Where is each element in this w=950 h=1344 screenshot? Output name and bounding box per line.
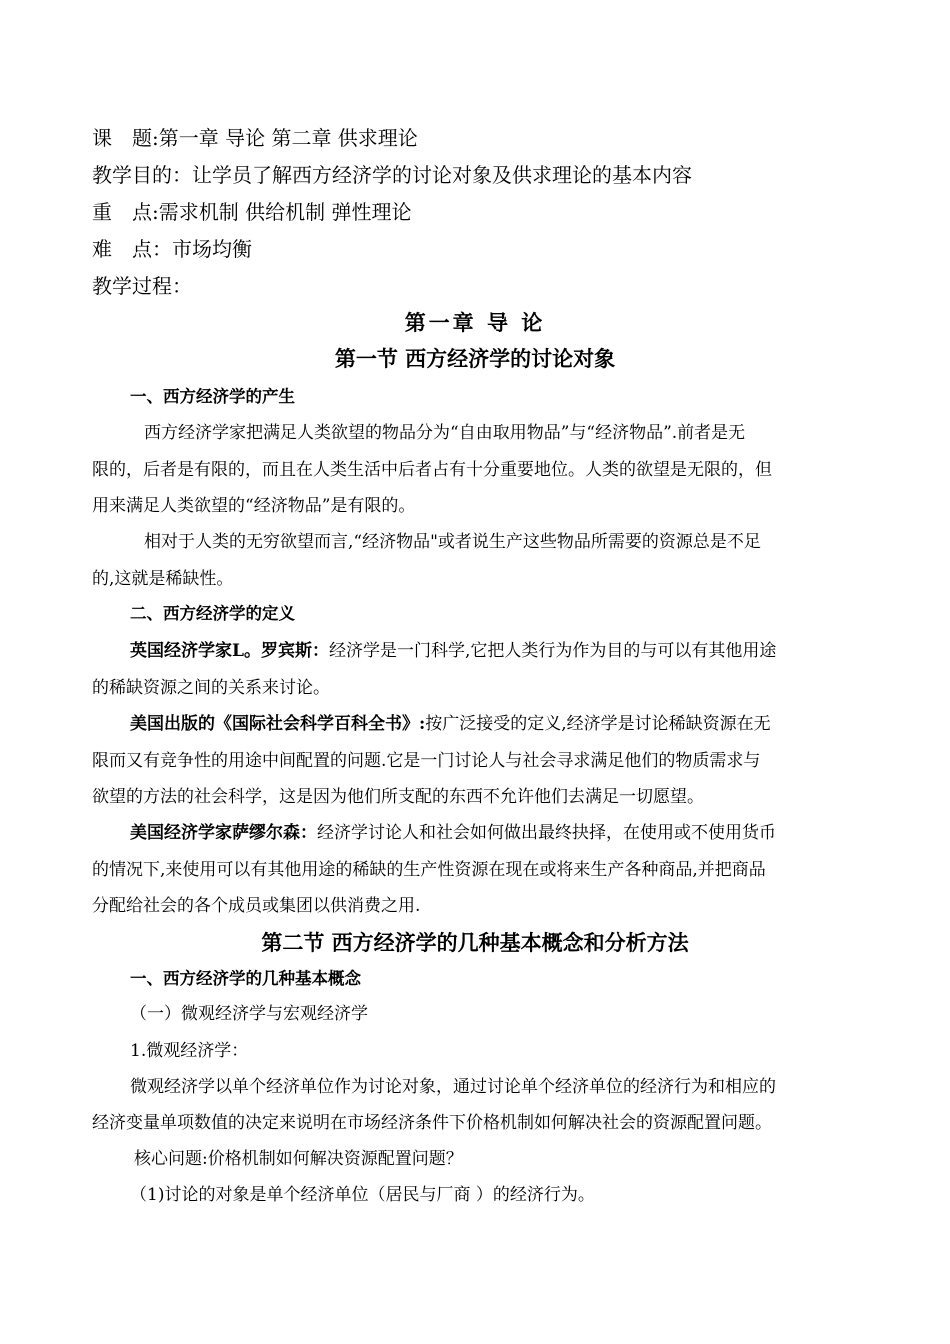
subheading-micro-macro: （一）微观经济学与宏观经济学 <box>130 1004 368 1024</box>
core-question: 核心问题:价格机制如何解决资源配置问题？ <box>134 1149 463 1169</box>
section1-title: 第一节 西方经济学的讨论对象 <box>334 346 616 371</box>
goal-line: 教学目的：让学员了解西方经济学的讨论对象及供求理论的基本内容 <box>92 163 692 187</box>
paragraph-line: 微观经济学以单个经济单位作为讨论对象，通过讨论单个经济单位的经济行为和相应的 <box>130 1077 776 1097</box>
heading-concepts: 一、西方经济学的几种基本概念 <box>130 969 361 988</box>
paragraph-line: 用来满足人类欲望的“经济物品”是有限的。 <box>92 496 416 516</box>
paragraph-line: 限的，后者是有限的，而且在人类生活中后者占有十分重要地位。人类的欲望是无限的，但 <box>92 460 772 480</box>
definition-text: 经济学讨论人和社会如何做出最终抉择，在使用或不使用货币 <box>317 823 776 843</box>
definition-encyclopedia <box>130 709 771 734</box>
heading-definition: 二、西方经济学的定义 <box>130 604 295 623</box>
paragraph-line: 欲望的方法的社会科学，这是因为他们所支配的东西不允许他们去满足一切愿望。 <box>92 787 704 807</box>
definition-text: 按广泛接受的定义,经济学是讨论稀缺资源在无 <box>425 714 771 734</box>
definition-robbins <box>130 636 776 661</box>
definition-samuelson <box>130 818 776 843</box>
process-line: 教学过程： <box>92 274 192 298</box>
paragraph-line: 限而又有竞争性的用途中间配置的问题.它是一门讨论人与社会寻求满足他们的物质需求与 <box>92 751 761 771</box>
section2-title: 第二节 西方经济学的几种基本概念和分析方法 <box>261 930 689 955</box>
point-1: （1)讨论的对象是单个经济单位（居民与厂商 ）的经济行为。 <box>130 1185 595 1205</box>
paragraph-line: 西方经济学家把满足人类欲望的物品分为“自由取用物品”与“经济物品”.前者是无 <box>144 423 746 443</box>
paragraph-line: 的情况下,来使用可以有其他用途的稀缺的生产性资源在现在或将来生产各种商品,并把商品 <box>92 860 766 880</box>
author-label: 美国经济学家萨缪尔森： <box>130 823 317 843</box>
topic-line: 课 题:第一章 导论 第二章 供求理论 <box>92 126 418 150</box>
paragraph-line: 相对于人类的无穷欲望而言,“经济物品"或者说生产这些物品所需要的资源总是不足 <box>144 532 761 552</box>
chapter-title: 第一章 导 论 <box>404 310 546 335</box>
heading-origin: 一、西方经济学的产生 <box>130 387 295 406</box>
definition-text: 经济学是一门科学,它把人类行为作为目的与可以有其他用途 <box>328 641 777 661</box>
paragraph-line: 的,这就是稀缺性。 <box>92 569 234 589</box>
paragraph-line: 分配给社会的各个成员或集团以供消费之用. <box>92 896 421 916</box>
item-micro: 1.微观经济学： <box>130 1041 249 1061</box>
difficulty-line: 难 点：市场均衡 <box>92 237 252 261</box>
paragraph-line: 经济变量单项数值的决定来说明在市场经济条件下价格机制如何解决社会的资源配置问题。 <box>92 1113 772 1133</box>
author-label: 英国经济学家L。罗宾斯： <box>130 641 329 661</box>
key-points-line: 重 点:需求机制 供给机制 弹性理论 <box>92 200 412 224</box>
paragraph-line: 的稀缺资源之间的关系来讨论。 <box>92 678 330 698</box>
author-label: 美国出版的《国际社会科学百科全书》: <box>130 714 426 734</box>
